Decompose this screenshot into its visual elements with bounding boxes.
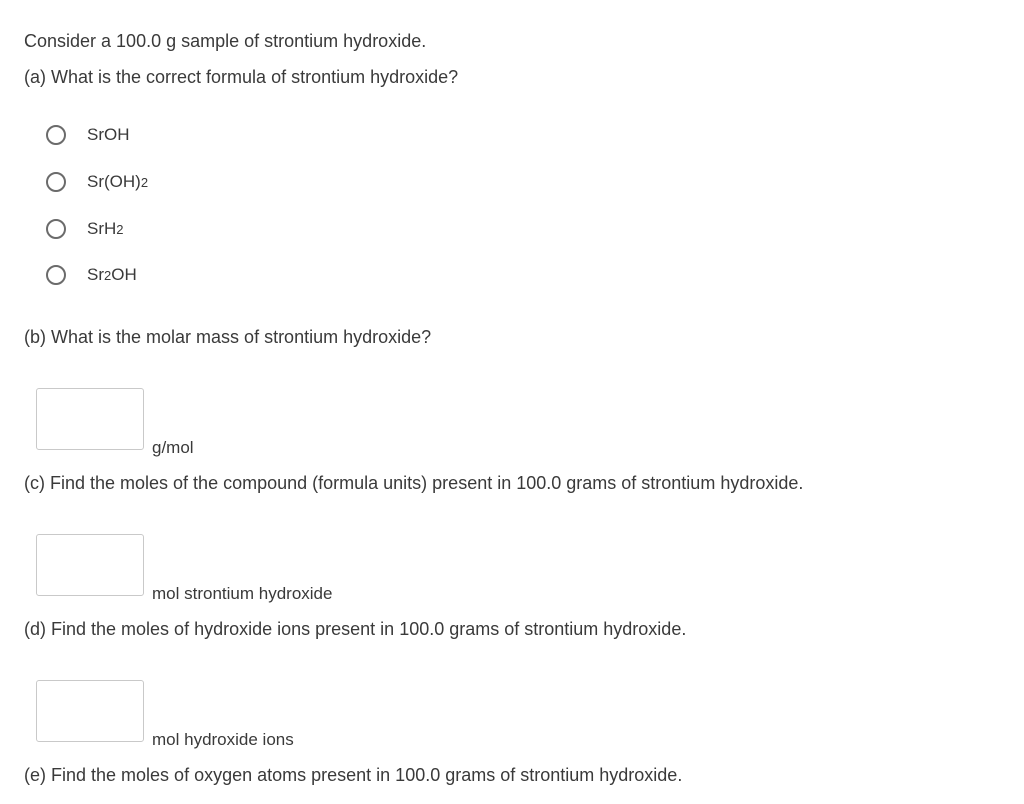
question-a: (a) What is the correct formula of strontium hydroxide? bbox=[24, 67, 459, 87]
question-c: (c) Find the moles of the compound (formula units) present in 100.0 grams of strontium hydroxide. bbox=[24, 473, 804, 493]
radio-button[interactable] bbox=[46, 172, 66, 192]
moles-compound-input[interactable] bbox=[36, 534, 144, 596]
radio-button[interactable] bbox=[46, 125, 66, 145]
option-label: SrH 2 bbox=[87, 219, 124, 238]
radio-button[interactable] bbox=[46, 219, 66, 239]
moles-hydroxide-input[interactable] bbox=[36, 680, 144, 742]
option-sr-oh-2[interactable] bbox=[46, 169, 148, 195]
option-sr2oh[interactable] bbox=[46, 262, 137, 288]
question-d: (d) Find the moles of hydroxide ions present in 100.0 grams of strontium hydroxide. bbox=[24, 619, 687, 639]
question-b: (b) What is the molar mass of strontium hydroxide? bbox=[24, 327, 432, 347]
question-e: (e) Find the moles of oxygen atoms present in 100.0 grams of strontium hydroxide. bbox=[24, 765, 683, 785]
molar-mass-input[interactable] bbox=[36, 388, 144, 450]
radio-button[interactable] bbox=[46, 265, 66, 285]
molar-mass-unit: g/mol bbox=[152, 438, 194, 457]
moles-hydroxide-unit: mol hydroxide ions bbox=[152, 730, 294, 749]
option-label: Sr(OH) 2 bbox=[87, 172, 149, 191]
moles-compound-unit: mol strontium hydroxide bbox=[152, 584, 333, 603]
option-sroh[interactable] bbox=[46, 122, 130, 148]
option-srh2[interactable] bbox=[46, 216, 124, 242]
option-label: Sr 2 OH bbox=[87, 265, 137, 284]
option-label: SrOH bbox=[87, 125, 130, 144]
intro-text: Consider a 100.0 g sample of strontium hydroxide. bbox=[24, 31, 427, 51]
